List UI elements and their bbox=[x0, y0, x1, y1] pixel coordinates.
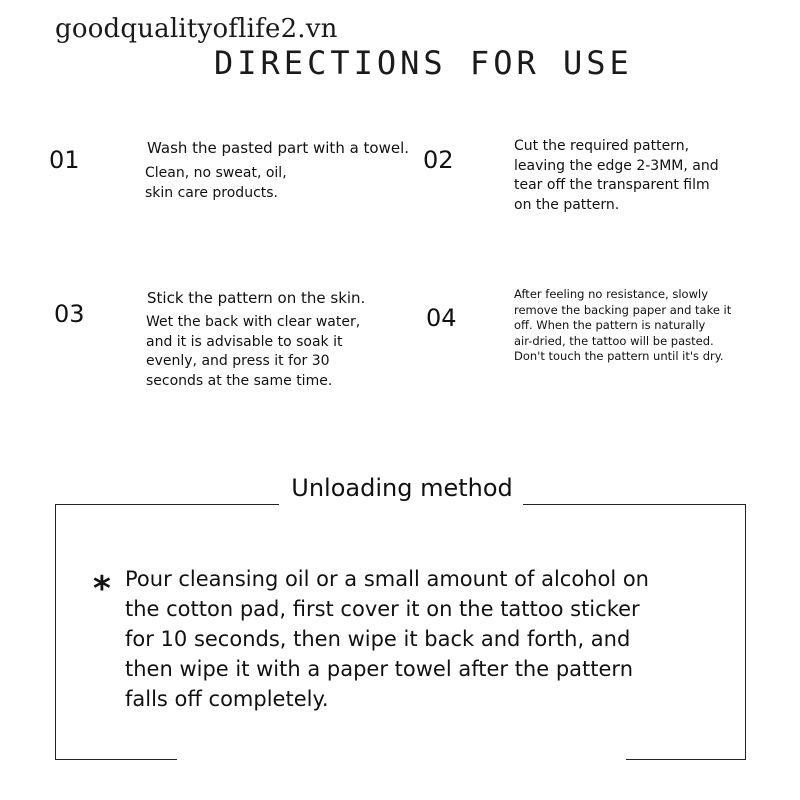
frame-top-left-rule bbox=[55, 504, 279, 505]
step-04-body bbox=[514, 287, 731, 365]
step-04-line: remove the backing paper and take it bbox=[514, 302, 732, 317]
step-04-line: After feeling no resistance, slowly bbox=[514, 287, 708, 301]
frame-bottom-right-rule bbox=[626, 759, 746, 760]
step-02-line: Cut the required pattern, bbox=[514, 138, 690, 154]
frame-left-rule bbox=[55, 504, 56, 760]
unloading-line: the cotton pad, first cover it on the tattoo sticker bbox=[125, 597, 640, 621]
step-03-line: Wet the back with clear water, bbox=[146, 314, 361, 330]
step-01-number: 01 bbox=[49, 146, 80, 174]
step-04-number: 04 bbox=[426, 304, 457, 332]
frame-top-right-rule bbox=[523, 504, 746, 505]
step-02-body bbox=[514, 137, 719, 215]
frame-right-rule bbox=[745, 504, 746, 760]
step-03-number: 03 bbox=[54, 300, 85, 328]
frame-bottom-left-rule bbox=[55, 759, 177, 760]
step-01-heading: Wash the pasted part with a towel. bbox=[147, 139, 410, 157]
unloading-method-text bbox=[125, 564, 649, 714]
asterisk-bullet-icon: * bbox=[93, 569, 111, 609]
watermark-text: goodqualityoflife2.vn bbox=[55, 14, 338, 44]
unloading-line: then wipe it with a paper towel after the pattern bbox=[125, 657, 633, 681]
page-title: DIRECTIONS FOR USE bbox=[214, 44, 633, 82]
unloading-method-title: Unloading method bbox=[291, 474, 513, 502]
unloading-line: falls off completely. bbox=[125, 687, 329, 711]
unloading-line: for 10 seconds, then wipe it back and forth, and bbox=[125, 627, 631, 651]
step-01-line: Clean, no sweat, oil, bbox=[145, 165, 287, 181]
step-03-line: and it is advisable to soak it bbox=[146, 333, 343, 350]
step-03-line: seconds at the same time. bbox=[146, 372, 333, 389]
step-01-line: skin care products. bbox=[145, 184, 278, 201]
step-02-number: 02 bbox=[423, 146, 454, 174]
step-03-heading: Stick the pattern on the skin. bbox=[147, 289, 366, 307]
unloading-line: Pour cleansing oil or a small amount of alcohol on bbox=[125, 567, 649, 591]
step-04-line: air-dried, the tattoo will be pasted. bbox=[514, 333, 714, 348]
step-02-line: on the pattern. bbox=[514, 196, 620, 213]
step-04-line: off. When the pattern is naturally bbox=[514, 318, 706, 332]
step-04-line: Don't touch the pattern until it's dry. bbox=[514, 349, 724, 363]
step-02-line: leaving the edge 2-3MM, and bbox=[514, 157, 719, 174]
step-01-body bbox=[145, 164, 287, 203]
step-02-line: tear off the transparent film bbox=[514, 177, 710, 193]
step-03-body bbox=[146, 313, 360, 391]
step-03-line: evenly, and press it for 30 bbox=[146, 353, 330, 369]
